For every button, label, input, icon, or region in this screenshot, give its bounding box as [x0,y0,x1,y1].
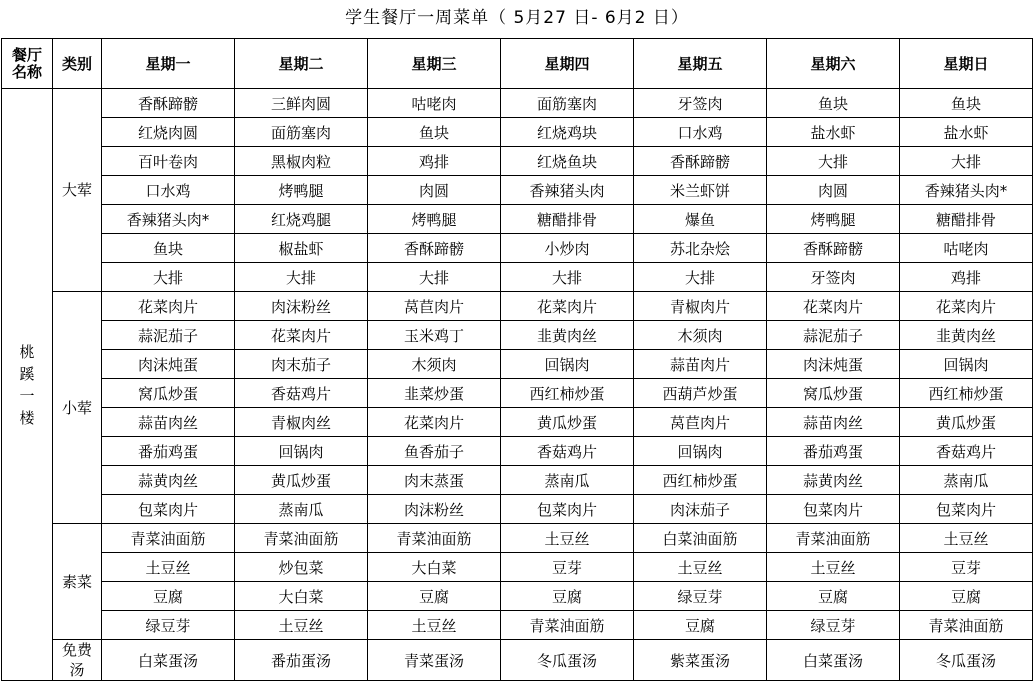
dish-cell: 肉沫炖蛋 [102,350,235,379]
header-category: 类别 [53,39,102,89]
dish-cell: 豆腐 [767,582,900,611]
dish-cell: 回锅肉 [501,350,634,379]
category-label [53,524,102,640]
dish-cell: 蒜苗肉片 [634,350,767,379]
dish-cell: 木须肉 [368,350,501,379]
dish-cell: 烤鸭腿 [235,176,368,205]
dish-cell: 百叶卷肉 [102,147,235,176]
dish-cell: 莴苣肉片 [634,408,767,437]
dish-cell: 烤鸭腿 [368,205,501,234]
dish-cell: 冬瓜蛋汤 [501,640,634,681]
dish-cell: 青菜油面筋 [501,611,634,640]
header-day: 星期四 [501,39,634,89]
dish-cell: 白菜油面筋 [634,524,767,553]
canteen-name-char: 一 [19,386,35,405]
canteen-name [2,89,53,681]
dish-cell: 香酥蹄髈 [634,147,767,176]
dish-cell: 包菜肉片 [501,495,634,524]
dish-cell: 玉米鸡丁 [368,321,501,350]
dish-cell: 花菜肉片 [900,292,1033,321]
dish-cell: 回锅肉 [900,350,1033,379]
dish-cell: 蒸南瓜 [235,495,368,524]
dish-cell: 糖醋排骨 [900,205,1033,234]
dish-cell: 蒜苗肉丝 [767,408,900,437]
dish-cell: 红烧鸡腿 [235,205,368,234]
header-day: 星期三 [368,39,501,89]
dish-cell: 大排 [368,263,501,292]
menu-row [2,147,1033,176]
header-canteen-line: 名称 [11,62,42,81]
dish-cell: 香菇鸡片 [501,437,634,466]
dish-cell: 黑椒肉粒 [235,147,368,176]
dish-cell: 鸡排 [900,263,1033,292]
category-label-line: 素菜 [61,572,92,591]
dish-cell: 豆芽 [501,553,634,582]
dish-cell: 蒜黄肉丝 [102,466,235,495]
category-label [53,89,102,292]
dish-cell: 鱼块 [102,234,235,263]
dish-cell: 青菜蛋汤 [368,640,501,681]
dish-cell: 韭菜炒蛋 [368,379,501,408]
dish-cell: 红烧鸡块 [501,118,634,147]
dish-cell: 窝瓜炒蛋 [102,379,235,408]
dish-cell: 肉沫炖蛋 [767,350,900,379]
dish-cell: 香菇鸡片 [900,437,1033,466]
dish-cell: 黄瓜炒蛋 [900,408,1033,437]
menu-row [2,350,1033,379]
dish-cell: 青菜油面筋 [235,524,368,553]
dish-cell: 蒸南瓜 [900,466,1033,495]
dish-cell: 面筋塞肉 [501,89,634,118]
dish-cell: 豆腐 [900,582,1033,611]
dish-cell: 豆腐 [368,582,501,611]
menu-row [2,553,1033,582]
dish-cell: 面筋塞肉 [235,118,368,147]
header-day: 星期二 [235,39,368,89]
dish-cell: 口水鸡 [634,118,767,147]
dish-cell: 红烧肉圆 [102,118,235,147]
menu-row [2,640,1033,681]
dish-cell: 花菜肉片 [235,321,368,350]
dish-cell: 土豆丝 [235,611,368,640]
dish-cell: 青菜油面筋 [900,611,1033,640]
dish-cell: 肉沫粉丝 [235,292,368,321]
menu-row [2,379,1033,408]
dish-cell: 香辣猪头肉 [501,176,634,205]
dish-cell: 回锅肉 [634,437,767,466]
dish-cell: 盐水虾 [900,118,1033,147]
dish-cell: 豆腐 [102,582,235,611]
dish-cell: 绿豆芽 [767,611,900,640]
menu-row [2,205,1033,234]
menu-row [2,582,1033,611]
dish-cell: 白菜蛋汤 [102,640,235,681]
header-day: 星期五 [634,39,767,89]
menu-row [2,466,1033,495]
dish-cell: 肉沫粉丝 [368,495,501,524]
dish-cell: 香酥蹄髈 [102,89,235,118]
dish-cell: 肉圆 [767,176,900,205]
dish-cell: 番茄鸡蛋 [767,437,900,466]
dish-cell: 豆芽 [900,553,1033,582]
dish-cell: 青菜油面筋 [368,524,501,553]
dish-cell: 青椒肉片 [634,292,767,321]
dish-cell: 花菜肉片 [767,292,900,321]
menu-row [2,437,1033,466]
menu-row [2,263,1033,292]
dish-cell: 蒜泥茄子 [102,321,235,350]
page-title: 学生餐厅一周菜单（ 5月27 日- 6月2 日） [345,8,689,28]
category-label-line: 大荤 [61,181,92,199]
dish-cell: 冬瓜蛋汤 [900,640,1033,681]
canteen-name-char: 蹊 [19,364,35,383]
dish-cell: 爆鱼 [634,205,767,234]
dish-cell: 土豆丝 [767,553,900,582]
dish-cell: 包菜肉片 [102,495,235,524]
header-canteen-line: 餐厅 [11,45,42,64]
dish-cell: 韭黄肉丝 [501,321,634,350]
dish-cell: 包菜肉片 [767,495,900,524]
menu-row [2,611,1033,640]
menu-row [2,408,1033,437]
canteen-name-char: 桃 [19,342,35,361]
dish-cell: 回锅肉 [235,437,368,466]
dish-cell: 豆腐 [634,611,767,640]
dish-cell: 肉圆 [368,176,501,205]
dish-cell: 青菜油面筋 [102,524,235,553]
dish-cell: 牙签肉 [634,89,767,118]
category-label [53,640,102,681]
category-label-line: 汤 [69,661,85,679]
dish-cell: 烤鸭腿 [767,205,900,234]
dish-cell: 青菜油面筋 [767,524,900,553]
dish-cell: 土豆丝 [634,553,767,582]
dish-cell: 牙签肉 [767,263,900,292]
dish-cell: 窝瓜炒蛋 [767,379,900,408]
dish-cell: 西葫芦炒蛋 [634,379,767,408]
menu-row [2,118,1033,147]
dish-cell: 鱼香茄子 [368,437,501,466]
dish-cell: 咕咾肉 [368,89,501,118]
dish-cell: 鱼块 [767,89,900,118]
category-label-line: 小荤 [61,398,92,417]
dish-cell: 蒜泥茄子 [767,321,900,350]
dish-cell: 土豆丝 [900,524,1033,553]
dish-cell: 西红柿炒蛋 [900,379,1033,408]
dish-cell: 鱼块 [900,89,1033,118]
dish-cell: 香酥蹄髈 [368,234,501,263]
dish-cell: 肉末茄子 [235,350,368,379]
dish-cell: 口水鸡 [102,176,235,205]
menu-row [2,321,1033,350]
dish-cell: 三鲜肉圆 [235,89,368,118]
dish-cell: 大排 [900,147,1033,176]
dish-cell: 大白菜 [368,553,501,582]
menu-row [2,292,1033,321]
canteen-name-char: 楼 [19,408,35,427]
menu-row [2,234,1033,263]
dish-cell: 大排 [634,263,767,292]
dish-cell: 土豆丝 [501,524,634,553]
dish-cell: 炒包菜 [235,553,368,582]
dish-cell: 土豆丝 [368,611,501,640]
dish-cell: 大白菜 [235,582,368,611]
dish-cell: 蒜苗肉丝 [102,408,235,437]
dish-cell: 大排 [501,263,634,292]
dish-cell: 肉末蒸蛋 [368,466,501,495]
dish-cell: 花菜肉片 [102,292,235,321]
header-row [2,39,1033,89]
dish-cell: 糖醋排骨 [501,205,634,234]
dish-cell: 花菜肉片 [368,408,501,437]
dish-cell: 白菜蛋汤 [767,640,900,681]
category-label [53,292,102,524]
category-label-line: 免费 [61,641,92,659]
dish-cell: 香辣猪头肉* [102,205,235,234]
dish-cell: 莴苣肉片 [368,292,501,321]
header-day: 星期一 [102,39,235,89]
dish-cell: 盐水虾 [767,118,900,147]
dish-cell: 米兰虾饼 [634,176,767,205]
header-day: 星期日 [900,39,1033,89]
dish-cell: 青椒肉丝 [235,408,368,437]
weekly-menu-table [1,38,1033,681]
dish-cell: 西红柿炒蛋 [634,466,767,495]
dish-cell: 香菇鸡片 [235,379,368,408]
dish-cell: 绿豆芽 [634,582,767,611]
dish-cell: 咕咾肉 [900,234,1033,263]
dish-cell: 蒸南瓜 [501,466,634,495]
dish-cell: 红烧鱼块 [501,147,634,176]
dish-cell: 西红柿炒蛋 [501,379,634,408]
dish-cell: 鱼块 [368,118,501,147]
dish-cell: 紫菜蛋汤 [634,640,767,681]
dish-cell: 豆腐 [501,582,634,611]
dish-cell: 土豆丝 [102,553,235,582]
menu-row [2,495,1033,524]
dish-cell: 绿豆芽 [102,611,235,640]
menu-row [2,89,1033,118]
header-day: 星期六 [767,39,900,89]
dish-cell: 韭黄肉丝 [900,321,1033,350]
header-canteen [2,39,53,89]
dish-cell: 包菜肉片 [900,495,1033,524]
dish-cell: 大排 [102,263,235,292]
dish-cell: 黄瓜炒蛋 [235,466,368,495]
dish-cell: 番茄鸡蛋 [102,437,235,466]
menu-row [2,176,1033,205]
dish-cell: 黄瓜炒蛋 [501,408,634,437]
dish-cell: 香辣猪头肉* [900,176,1033,205]
dish-cell: 大排 [235,263,368,292]
dish-cell: 苏北杂烩 [634,234,767,263]
dish-cell: 肉沫茄子 [634,495,767,524]
dish-cell: 大排 [767,147,900,176]
dish-cell: 木须肉 [634,321,767,350]
dish-cell: 番茄蛋汤 [235,640,368,681]
dish-cell: 花菜肉片 [501,292,634,321]
dish-cell: 小炒肉 [501,234,634,263]
dish-cell: 椒盐虾 [235,234,368,263]
dish-cell: 香酥蹄髈 [767,234,900,263]
menu-body [2,89,1033,681]
dish-cell: 鸡排 [368,147,501,176]
dish-cell: 蒜黄肉丝 [767,466,900,495]
menu-row [2,524,1033,553]
